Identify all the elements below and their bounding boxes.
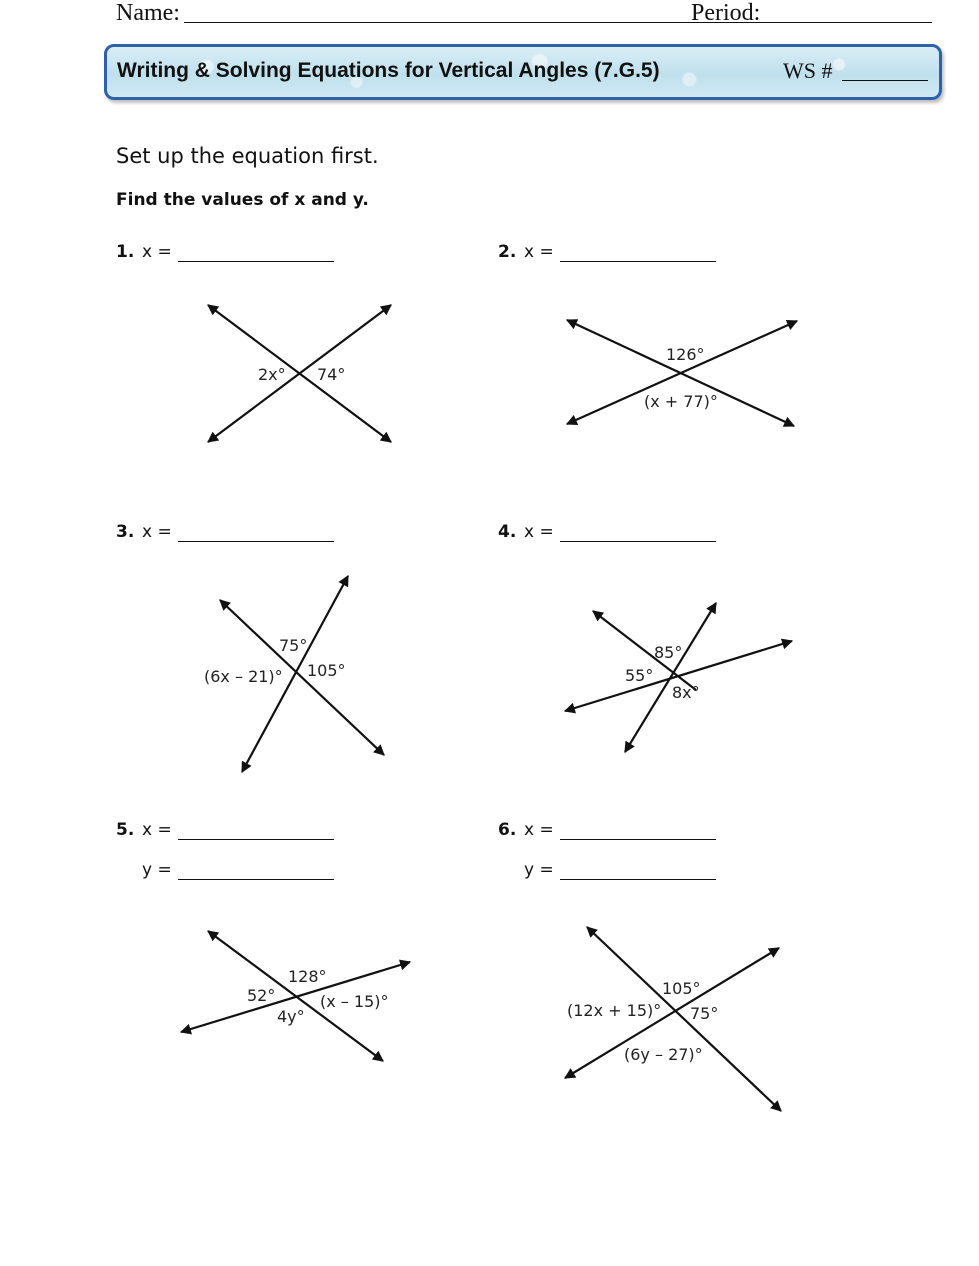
angle-label: 75° <box>279 636 308 655</box>
angle-label: 75° <box>690 1004 719 1023</box>
instruction-find: Find the values of x and y. <box>116 190 369 210</box>
angle-label: (6x – 21)° <box>204 667 283 686</box>
angle-label: 55° <box>625 666 654 685</box>
name-label: Name: <box>116 0 180 26</box>
problem-number: 3. <box>116 522 135 542</box>
problem-number: 5. <box>116 820 135 840</box>
angle-label: 2x° <box>258 365 286 384</box>
period-label: Period: <box>691 0 761 26</box>
angle-label: 105° <box>662 979 701 998</box>
y-label: y = <box>142 860 172 880</box>
angle-label: 52° <box>247 986 276 1005</box>
angle-label: 74° <box>317 365 346 384</box>
angle-label: 4y° <box>277 1007 305 1026</box>
angle-label: (12x + 15)° <box>567 1001 662 1020</box>
angle-label: 8x° <box>672 683 700 702</box>
angle-label: (x – 15)° <box>320 992 389 1011</box>
problem-number: 4. <box>498 522 517 542</box>
x-label: x = <box>524 242 554 262</box>
angle-label: 105° <box>307 661 346 680</box>
x-label: x = <box>142 522 172 542</box>
x-label: x = <box>142 820 172 840</box>
problem-number: 6. <box>498 820 517 840</box>
problem-number: 1. <box>116 242 135 262</box>
x-label: x = <box>142 242 172 262</box>
instruction-setup: Set up the equation first. <box>116 144 379 168</box>
angle-label: (6y – 27)° <box>624 1045 703 1064</box>
problem-number: 2. <box>498 242 517 262</box>
angle-label: 128° <box>288 967 327 986</box>
angle-label: 126° <box>666 345 705 364</box>
x-label: x = <box>524 820 554 840</box>
angle-label: (x + 77)° <box>644 392 718 411</box>
x-label: x = <box>524 522 554 542</box>
ws-number-label: WS # <box>783 58 833 83</box>
y-label: y = <box>524 860 554 880</box>
worksheet-title: Writing & Solving Equations for Vertical Angles (7.G.5) <box>117 59 660 82</box>
angle-label: 85° <box>654 643 683 662</box>
